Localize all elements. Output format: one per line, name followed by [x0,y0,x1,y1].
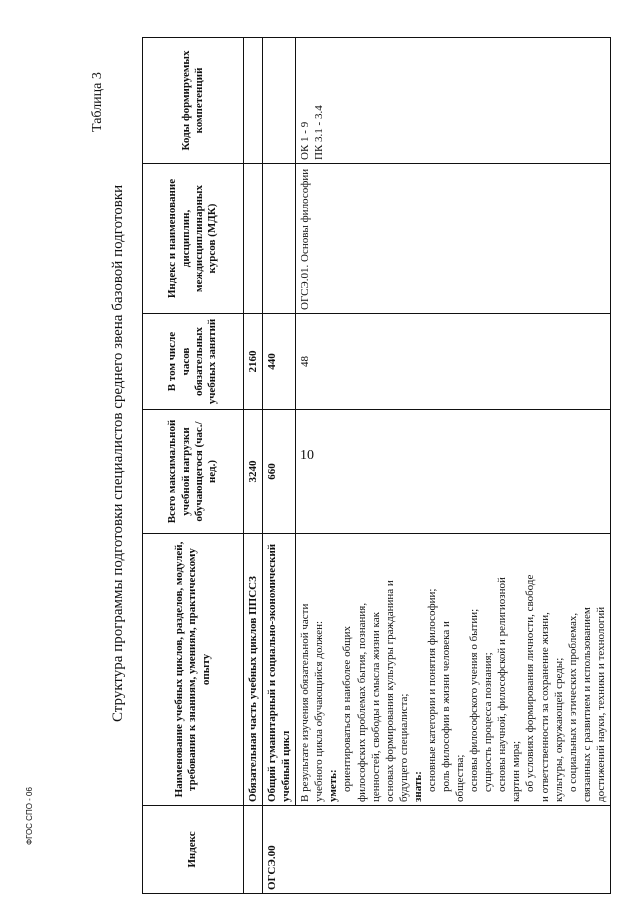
table-rotated-wrapper [142,38,607,894]
table-row-detail [296,38,611,894]
page-number: 10 [300,448,314,463]
description-heading: знать: [411,771,424,802]
row-discipline [244,164,263,314]
description-line: ориентироваться в наиболее общих [341,625,354,792]
header-name: Наименование учебных циклов, разделов, модулей, требования к знаниям, умениям, практическому опыту [143,534,244,806]
description-line: основы философского учения о бытии; [468,608,481,792]
description-line: основные категории и понятия философии; [425,588,438,792]
description-line: картин мира; [510,740,523,802]
description-line: роль философии в жизни человека и [440,621,453,792]
description-line: достижений науки, техники и технологий [594,606,607,802]
document-code: ФГОС СПО - 06 [25,787,34,845]
document-title: Структура программы подготовки специалистов среднего звена базовой подготовки [110,184,126,722]
description-line: о социальных и этических проблемах, [566,612,579,792]
table-row [263,38,296,894]
detail-description [296,534,611,806]
row-competencies [263,38,296,164]
header-index: Индекс [143,806,244,894]
row-total: 660 [263,410,296,534]
row-name: Обязательная часть учебных циклов ППССЗ [244,534,263,806]
competency-code: ПК 3.1 - 3.4 [313,105,326,160]
row-required: 2160 [244,314,263,410]
row-required: 440 [263,314,296,410]
row-name: Общий гуманитарный и социально-экономический учебный цикл [263,534,296,806]
table-frame [142,38,607,894]
description-line: ценностей, свободы и смысла жизни как [369,612,382,802]
description-line: будущего специалиста; [397,693,410,802]
description-line: и ответственности за сохранение жизни, [538,612,551,802]
description-heading: уметь: [327,769,340,802]
header-discipline: Индекс и наименование дисциплин, междисциплинарных курсов (МДК) [143,164,244,314]
row-total: 3240 [244,410,263,534]
description-line: связанных с развитием и использованием [580,607,593,802]
description-line: учебного цикла обучающийся должен: [313,620,326,802]
row-discipline [263,164,296,314]
curriculum-table [142,37,611,894]
header-required-hours: В том числе часов обязательных учебных занятий [143,314,244,410]
row-index: ОГСЭ.00 [263,806,611,894]
description-line: основы научной, философской и религиозной [496,577,509,792]
description-line: В результате изучения обязательной части [299,603,312,802]
competency-code: ОК 1 - 9 [299,121,312,160]
row-index [244,806,263,894]
table-label: Таблица 3 [90,72,105,132]
detail-competencies [296,38,611,164]
table-row [244,38,263,894]
header-competencies: Коды формируемых компетенций [143,38,244,164]
detail-discipline: ОГСЭ.01. Основы философии [296,164,611,314]
description-line: общества; [454,754,467,802]
description-line: культуры, окружающей среды; [552,657,565,802]
description-line: сущность процесса познания; [482,652,495,792]
description-line: философских проблемах бытия, познания, [355,602,368,802]
table-header-row [143,38,244,894]
header-total-load: Всего максимальной учебной нагрузки обучающегося (час./нед.) [143,410,244,534]
detail-required: 48 [296,314,611,410]
description-line: основах формирования культуры гражданина и [383,580,396,802]
description-line: об условиях формирования личности, свободе [524,574,537,792]
row-competencies [244,38,263,164]
detail-total [296,410,611,534]
